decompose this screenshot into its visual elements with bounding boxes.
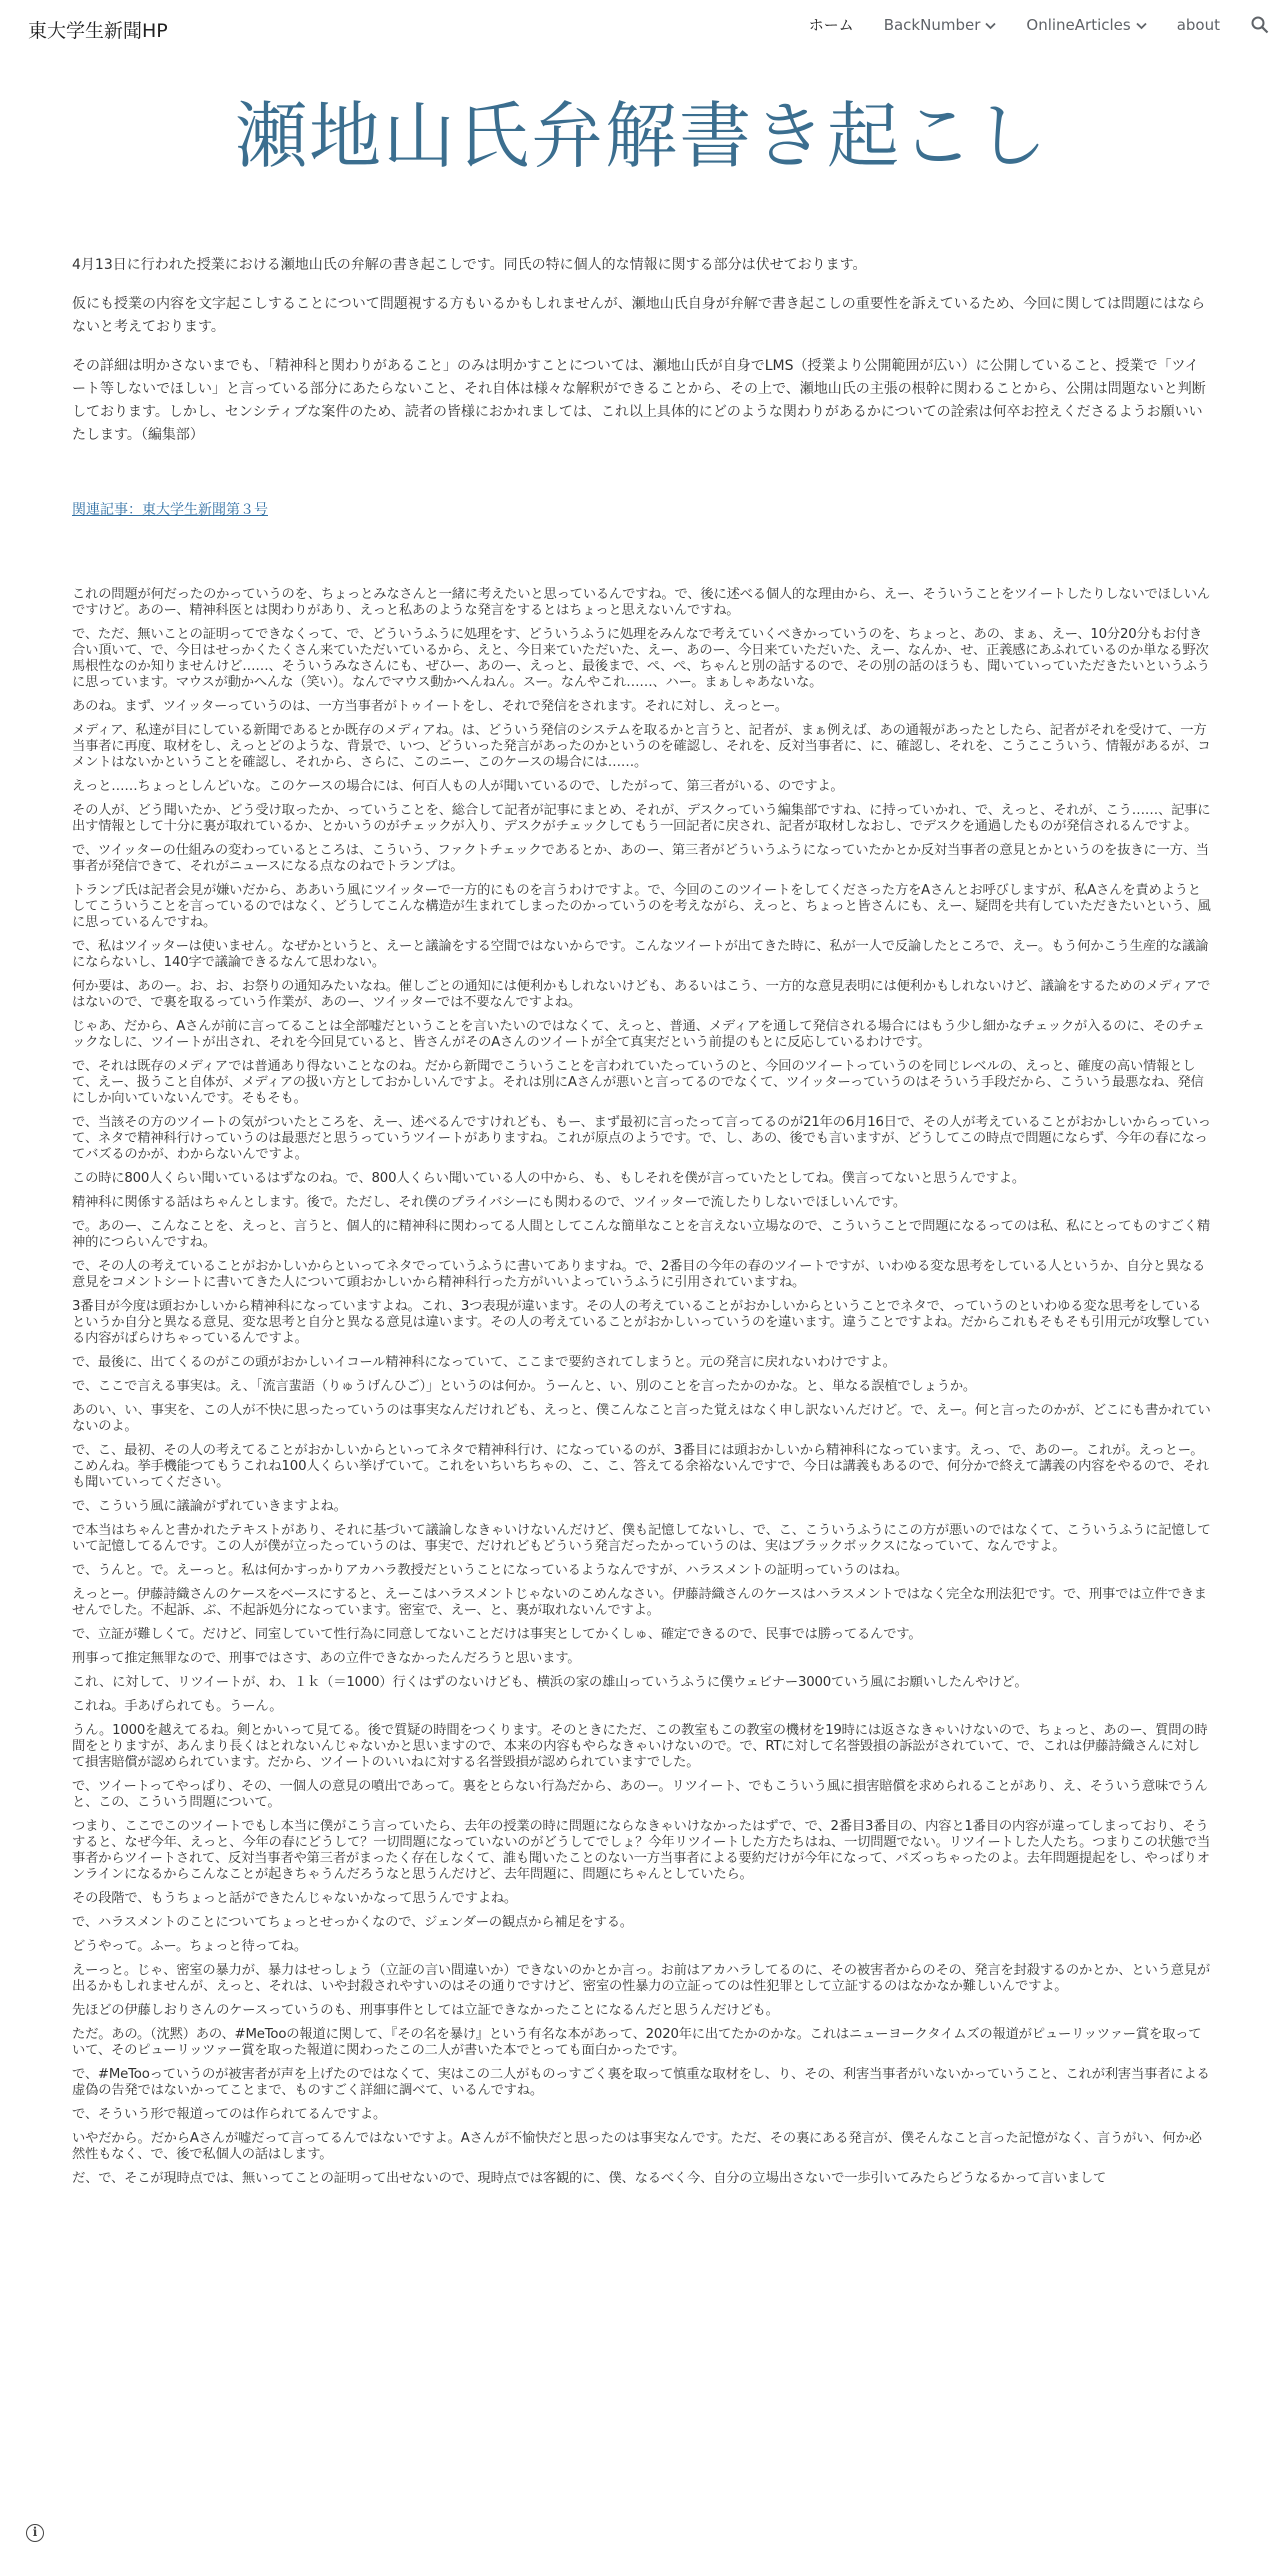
transcript-paragraph: ただ。あの。（沈黙）あの、#MeTooの報道に関して、『その名を暴け』という有名な本があって、2020年に出てたかのかな。これはニューヨークタイムズの報道がピューリッツァー賞を取っていて、そのピューリッツァー賞を取った報道に関わったこの二人が書いた本でとっても面白かったです。 xyxy=(72,2027,1202,2058)
transcript-paragraph: これ、に対して、リツイートが、わ、１ｋ（＝1000）行くはずのないけども、横浜の家の雄山っていうふうに僕ウェビナー3000ていう風にお願いしたんやけど。 xyxy=(72,1675,1028,1690)
transcript-paragraph: これね。手あげられても。うーん。 xyxy=(72,1699,283,1714)
nav-item-online-articles[interactable] xyxy=(1026,16,1146,34)
intro-paragraph: 仮にも授業の内容を文字起こしすることについて問題視する方もいるかもしれませんが、瀬地山氏自身が弁解で書き起こしの重要性を訴えているため、今回に関しては問題にはならないと考えております。 xyxy=(72,296,1206,335)
transcript-paragraph: あのね。まず、ツイッターっていうのは、一方当事者がトゥイートをし、それで発信をされます。それに対し、えっとー。 xyxy=(72,699,788,714)
transcript-paragraph: で、#MeTooっていうのが被害者が声を上げたのではなくて、実はこの二人がものっすごく裏を取って慎重な取材をし、り、その、利害当事者がいないかっていうこと、これが利害当事者による虚偽の告発ではないかってことまで、ものすごく詳細に調べて、いるんですね。 xyxy=(72,2067,1210,2098)
transcript-paragraph: メディア、私達が目にしている新聞であるとか既存のメディアね。は、どういう発信のシステムを取るかと言うと、記者が、まぁ例えば、あの通報があったとしたら、記者がそれを受けて、一方当事者に再度、取材をし、えっとどのような、背景で、いつ、どういった発言があったのかというのを確認し、それを、反対当事者に、に、確認し、それを、こうここういう、情報があるが、コメントはないかということを確認し、それから、さらに、このニー、このケースの場合には……。 xyxy=(72,723,1211,770)
transcript-body xyxy=(72,587,1212,2187)
transcript-paragraph: で、それは既存のメディアでは普通あり得ないことなのね。だから新聞でこういうことを言われていたっていうのと、今回のツイートっていうのを同じレベルの、えっと、確度の高い情報として、えー、扱うこと自体が、メディアの扱い方としておかしいんですよ。それは別にAさんが悪いと言ってるのでなくて、ツイッターっていうのはそういう手段だから、こういう最悪なね、発信にしか向いていないんです。そもそも。 xyxy=(72,1059,1204,1106)
transcript-paragraph: えっとー。伊藤詩織さんのケースをベースにすると、えーこはハラスメントじゃないのこめんなさい。伊藤詩織さんのケースはハラスメントではなく完全な刑法犯です。で、刑事では立件できませんでした。不起訴、ぶ、不起訴処分になっています。密室で、えー、と、裏が取れないんですよ。 xyxy=(72,1587,1207,1618)
transcript-paragraph: その人が、どう聞いたか、どう受け取ったか、っていうことを、総合して記者が記事にまとめ、それが、デスクっていう編集部ですね、に持っていかれ、で、えっと、それが、こう……、記事に出す情報として十分に裏が取れているか、とかいうのがチェックが入り、デスクがチェックしてもう一回記者に戻され、記者が取材しなおし、でデスクを通過したものが発信されるんですよ。 xyxy=(72,803,1211,834)
transcript-paragraph: で、ここで言える事実は。え、「流言蜚語（りゅうげんひご）」というのは何か。うーんと、い、別のことを言ったかのかな。と、単なる誤植でしょうか。 xyxy=(72,1379,977,1394)
transcript-paragraph: で、ハラスメントのことについてちょっとせっかくなので、ジェンダーの観点から補足をする。 xyxy=(72,1915,633,1930)
intro-paragraph: その詳細は明かさないまでも、「精神科と関わりがあること」のみは明かすことについては、瀬地山氏が自身でLMS（授業より公開範囲が広い）に公開していること、授業で「ツイート等しないでほしい」と言っている部分にあたらないこと、それ自体は様々な解釈ができることから、その上で、瀬地山氏の主張の根幹に関わることから、公開は問題ないと判断しております。しかし、センシティブな案件のため、読者の皆様におかれましては、これ以上具体的にどのような関わりがあるかについての詮索は何卒お控えくださるようお願いいたします。（編集部） xyxy=(72,358,1206,443)
transcript-paragraph: で、うんと。で。えーっと。私は何かすっかりアカハラ教授だということになっているようなんですが、ハラスメントの証明っていうのはね。 xyxy=(72,1563,908,1578)
nav-item-label: about xyxy=(1176,15,1220,34)
site-title[interactable]: 東大学生新聞HP xyxy=(28,20,168,42)
search-icon[interactable] xyxy=(1250,15,1270,35)
transcript-paragraph: えっと……ちょっとしんどいな。このケースの場合には、何百人もの人が聞いているので、したがって、第三者がいる、のですよ。 xyxy=(72,779,844,794)
transcript-paragraph: で、こ、最初、その人の考えてることがおかしいからといってネタで精神科行け、になっているのが、3番目には頭おかしいから精神科になっています。えっ、で、あのー。これが。えっとー。こめんね。挙手機能つてもうこれね100人くらい挙げていて。これをいちいちちゃの、こ、こ、答えてる余裕ないんですで、今日は講義もあるので、何分かで終えて講義の内容をやるので、それも聞いていってください。 xyxy=(72,1443,1209,1490)
transcript-paragraph: で、最後に、出てくるのがこの頭がおかしいイコール精神科になっていて、ここまで要約されてしまうと。元の発言に戻れないわけですよ。 xyxy=(72,1355,896,1370)
transcript-paragraph: 刑事って推定無罪なので、刑事ではさす、あの立件できなかったんだろうと思います。 xyxy=(72,1651,581,1666)
transcript-paragraph: 先ほどの伊藤しおりさんのケースっていうのも、刑事事件としては立証できなかったことになるんだと思うんだけども。 xyxy=(72,2003,779,2018)
info-icon[interactable]: i xyxy=(26,2524,44,2542)
transcript-paragraph: で、私はツイッターは使いません。なぜかというと、えーと議論をする空間ではないからです。こんなツイートが出てきた時に、私が一人で反論したところで、えー。もう何かこう生産的な議論にならないし、140字で議論できるなんて思わない。 xyxy=(72,939,1209,970)
transcript-paragraph: この時に800人くらい聞いているはずなのね。で、800人くらい聞いている人の中から、も、もしそれを僕が言っていたとしてね。僕言ってないと思うんですよ。 xyxy=(72,1171,1025,1186)
transcript-paragraph: つまり、ここでこのツイートでもし本当に僕がこう言っていたら、去年の授業の時に問題にならなきゃいけなかったはずで、で、2番目3番目の、内容と1番目の内容が違ってしまっており、そうすると、なぜ今年、えっと、今年の春にどうして？一切問題になっていないのがどうしてでしょ？今年リツイートした方たちはね、一切問題でない。リツイートした人たち。つまりこの状態で当事者からツイートされて、反対当事者や第三者がまったく存在しなくて、誰も聞いたことのない一方当事者による要約だけが今年になって、バズっちゃったのよ。去年問題提起をし、やっぱりオンラインになるからこんなことが起きちゃうんだろうなと思うんだけど、去年問題に、問題にちゃんとしていたら。 xyxy=(72,1819,1211,1882)
transcript-paragraph: で、ツイッターの仕組みの変わっているところは、こういう、ファクトチェックであるとか、あのー、第三者がどういうふうになっていたかとか反対当事者の意見とかというのを抜きに一方、当事者が発信できて、それがニュースになる点なのねでトランプは。 xyxy=(72,843,1209,874)
article-content xyxy=(72,254,1212,2195)
transcript-paragraph: で、その人の考えていることがおかしいからといってネタでっていうふうに書いてありますね。で、2番目の今年の春のツイートですが、いわゆる変な思考をしている人というか、自分と異なる意見をコメントシートに書いてきた人について頭おかしいから精神科行った方がいいよっていうふうに引用されていますね。 xyxy=(72,1259,1206,1290)
transcript-paragraph: で本当はちゃんと書かれたテキストがあり、それに基づいて議論しなきゃいけないんだけど、僕も記憶してないし、で、こ、こういうふうにこの方が悪いのではなくて、こういうふうに記憶していて記憶してるんです。この人が僕が立ったっていうのは、事実で、だけれどもどういう発言だったかっていうのは、実はブラックボックスになっていて、なんですよ。 xyxy=(72,1523,1211,1554)
transcript-paragraph: トランプ氏は記者会見が嫌いだから、ああいう風にツイッターで一方的にものを言うわけですよ。で、今回のこのツイートをしてくださった方をAさんとお呼びしますが、私Aさんを責めようとしてこういうことを言っているのではなく、どうしてこんな構造が生まれてしまったのかっていうのを考えながら、えっと、ちょっと皆さんにも、えー、疑問を共有していただきたいという、風に思っているんですね。 xyxy=(72,883,1211,930)
transcript-paragraph: これの問題が何だったのかっていうのを、ちょっとみなさんと一緒に考えたいと思っているんですね。で、後に述べる個人的な理由から、えー、そういうことをツイートしたりしないでほしいんですけど。あのー、精神科医とは関わりがあり、えっと私あのような発言をするとはちょっと思えないんですね。 xyxy=(72,587,1210,618)
transcript-paragraph: いやだから。だからAさんが嘘だって言ってるんではないですよ。Aさんが不愉快だと思ったのは事実なんです。ただ、その裏にある発言が、僕そんなこと言った記憶がなく、言うがい、何か必然性もなく、で、後で私個人の話はします。 xyxy=(72,2131,1202,2162)
transcript-paragraph: だ、で、そこが現時点では、無いってことの証明って出せないので、現時点では客観的に、僕、なるべく今、自分の立場出さないで一歩引いてみたらどうなるかって言いまして xyxy=(72,2171,1107,2186)
intro-paragraph: 4月13日に行われた授業における瀬地山氏の弁解の書き起こしです。同氏の特に個人的な情報に関する部分は伏せております。 xyxy=(72,257,867,273)
transcript-paragraph: うん。1000を越えてるね。剣とかいって見てる。後で質疑の時間をつくります。そのときにただ、この教室もこの教室の機材を19時には返さなきゃいけないので、ちょっと、あのー、質問の時間をとりますが、あんまり長くはとれないんじゃないかと思いますので、本来の内容もやらなきゃいけないので。で、RTに対して名誉毀損の訴訟がされていて、で、これは伊藤詩織さんに対して損害賠償が認められています。だから、ツイートのいいねに対する名誉毀損が認められていますでした。 xyxy=(72,1723,1208,1770)
transcript-paragraph: えーっと。じゃ、密室の暴力が、暴力はせっしょう（立証の言い間違いか）できないのかとか言っ。お前はアカハラしてるのに、その被害者からのその、発言を封殺するのかとか、という意見が出るかもしれませんが、えっと、それは、いや封殺されやすいのはその通りですけど、密室の性暴力の立証ってのは性犯罪として立証するのはなかなか難しいんですよ。 xyxy=(72,1963,1210,1994)
nav-item-backnumber[interactable] xyxy=(884,16,997,34)
transcript-paragraph: 何か要は、あのー。お、お、お祭りの通知みたいなね。催しごとの通知には便利かもしれないけども、あるいはこう、一方的な意見表明には便利かもしれないけど、議論をするためのメディアではないので、で裏を取るっていう作業が、あのー、ツイッターでは不要なんですよね。 xyxy=(72,979,1211,1010)
transcript-paragraph: で、立証が難しくて。だけど、同室していて性行為に同意してないことだけは事実としてかくしゅ、確定できるので、民事では勝ってるんです。 xyxy=(72,1627,922,1642)
nav-item-home[interactable] xyxy=(809,14,854,35)
transcript-paragraph: で、当該その方のツイートの気がついたところを、えー、述べるんですけれども、もー、まず最初に言ったって言ってるのが21年の6月16日で、その人が考えていることがおかしいからっていって、ネタで精神科行けっていうのは最悪だと思うっていうツイートがありますね。これが原点のようです。で、し、あの、後でも言いますが、どうしてこの時点で問題にならず、今年の春になってバズるのかが、わからないんですよ。 xyxy=(72,1115,1211,1162)
transcript-paragraph: どうやって。ふー。ちょっと待ってね。 xyxy=(72,1939,307,1954)
top-navigation-bar xyxy=(0,0,1284,56)
page-title: 瀬地山氏弁解書き起こし xyxy=(234,94,1049,178)
transcript-paragraph: で、こういう風に議論がずれていきますよね。 xyxy=(72,1499,347,1514)
transcript-paragraph: 精神科に関係する話はちゃんとします。後で。ただし、それ僕のプライバシーにも関わるので、ツイッターで流したりしないでほしいんです。 xyxy=(72,1195,906,1210)
editor-intro xyxy=(72,254,1212,447)
transcript-paragraph: あのい、い、事実を、この人が不快に思ったっていうのは事実なんだけれども、えっと、僕こんなこと言った覚えはなく申し訳ないんだけど。で、えー。何と言ったのかが、どこにも書かれていないのよ。 xyxy=(72,1403,1211,1434)
nav-item-label: OnlineArticles xyxy=(1026,15,1131,34)
transcript-paragraph: その段階で、もうちょっと話ができたんじゃないかなって思うんですよね。 xyxy=(72,1891,518,1906)
related-article-link[interactable]: 関連記事：東大学生新聞第３号 xyxy=(72,502,268,518)
transcript-paragraph: じゃあ、だから、Aさんが前に言ってることは全部嘘だということを言いたいのではなくて、えっと、普通、メディアを通して発信される場合にはもう少し細かなチェックが入るのに、そのチェックなしに、ツイートが出され、それを今回見ていると、皆さんがそのAさんのツイートが全て真実だという前提のもとに反応しているわけです。 xyxy=(72,1019,1205,1050)
nav-item-about[interactable] xyxy=(1177,16,1220,34)
transcript-paragraph: で、ただ、無いことの証明ってできなくって、で、どういうふうに処理をす、どういうふうに処理をみんなで考えていくべきかっていうのを、ちょっと、あの、まぁ、えー、10分20分もお付き合い頂いて、で、今日はせっかくたくさん来ていただいているから、えと、今日来ていただいた、えー、あのー、今日来ていただいた、えー、なんか、せ、正義感にあふれているのか単なる野次馬根性なのか知りませんけど……、そういうみなさんにも、ぜひー、あのー、えっと、最後まで、ぺ、ぺ、ちゃんと別の話するので、その別の話のほうも、聞いていっていただきたいというふうに思っています。マウスが動かへんな（笑い）。なんでマウス動かへんねん。スー。なんやこれ……、ハー。まぁしゃあないな。 xyxy=(72,627,1210,690)
main-nav xyxy=(779,14,1270,35)
transcript-paragraph: 3番目が今度は頭おかしいから精神科になっていますよね。これ、3つ表現が違います。その人の考えていることがおかしいからということでネタで、っていうのといわゆる変な思考をしているというか自分と異なる意見、変な思考と自分と異なる意見は違います。その人の考えていることがおかしいっていうのを違います。違うことですよね。だからこれもそもそも引用元が攻撃している内容がばらけちゃっているんですよ。 xyxy=(72,1299,1210,1346)
chevron-down-icon xyxy=(985,19,996,33)
nav-item-label: BackNumber xyxy=(883,15,981,34)
nav-item-label: ホーム xyxy=(808,16,854,34)
chevron-down-icon xyxy=(1136,19,1147,33)
transcript-paragraph: で。あのー、こんなことを、えっと、言うと、個人的に精神科に関わってる人間としてこんな簡単なことを言えない立場なので、こういうことで問題になるってのは私、私にとってものすごく精神的につらいんですね。 xyxy=(72,1219,1210,1250)
transcript-paragraph: で、そういう形で報道ってのは作られてるんですよ。 xyxy=(72,2107,387,2122)
transcript-paragraph: で、ツイートってやっぱり、その、一個人の意見の噴出であって。裏をとらない行為だから、あのー。リツイート、でもこういう風に損害賠償を求められることがあり、え、そういう意味でうんと、この、こういう問題について。 xyxy=(72,1779,1208,1810)
